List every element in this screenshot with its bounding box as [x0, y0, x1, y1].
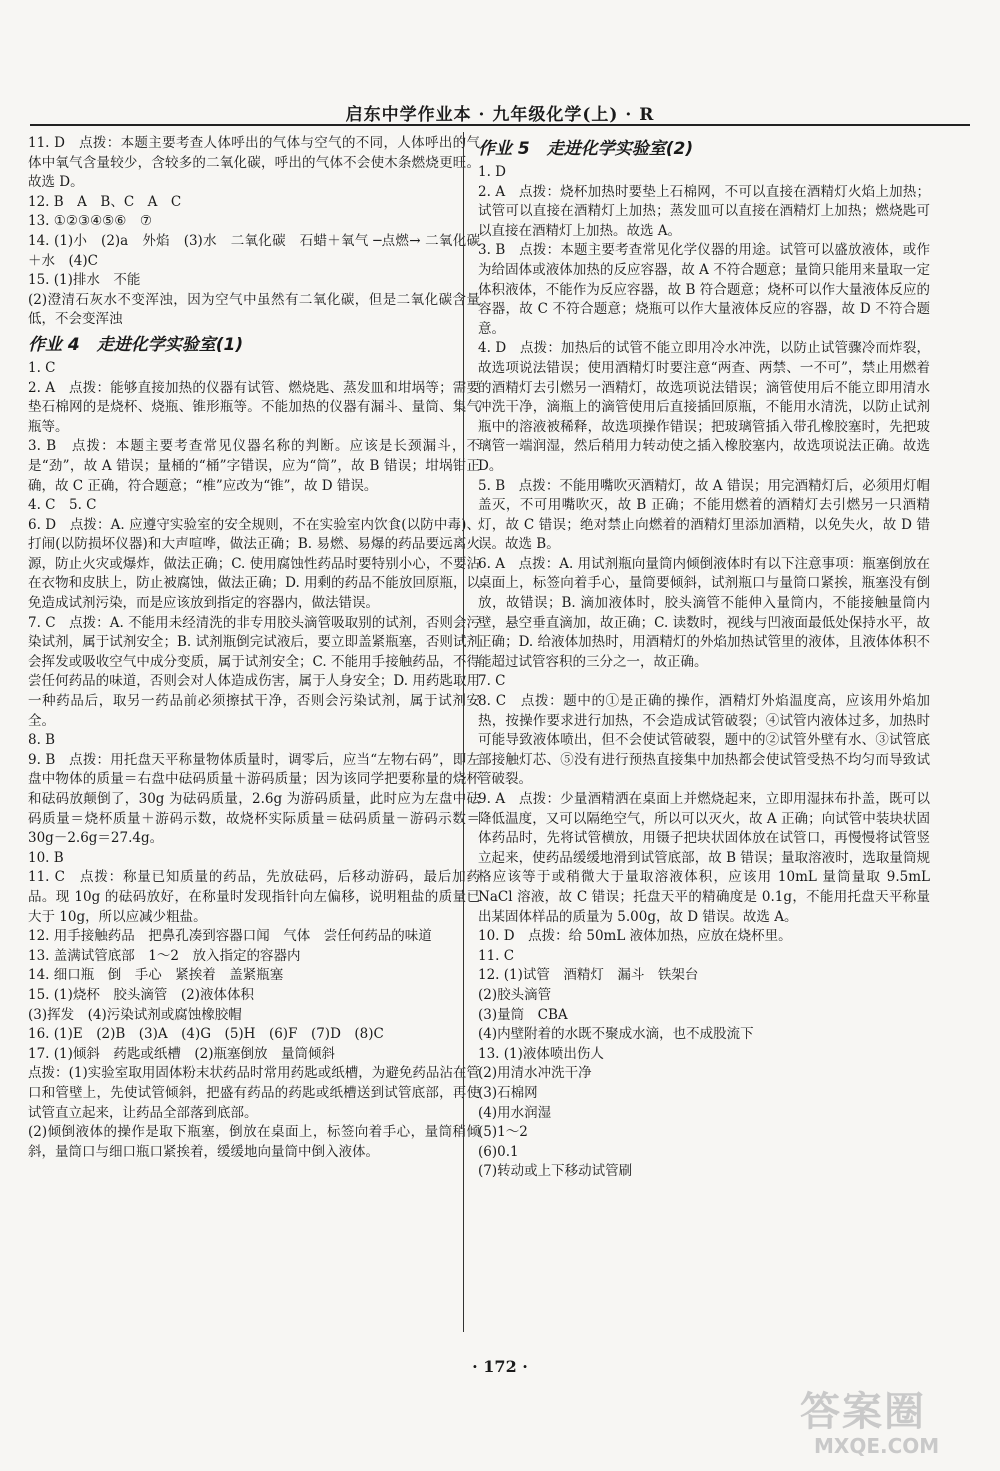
- answer-item: 6. A 点拨：A. 用试剂瓶向量筒内倾倒液体时有以下注意事项：瓶塞倒放在桌面上，标签向着手心，量筒要倾斜，试剂瓶口与量筒口紧挨，瓶塞没有倒放，故错误；B. 滴加液体时，胶头滴管不能伸入量筒内，不能接触量筒内壁，悬空垂直滴加，故正确；C. 读数时，视线与凹液面最低处保持水平，故正确；D. 给液体加热时，用酒精灯的外焰加热试管里的液体，且液体体积不能超过试管容积的三分之一，故正确。: [478, 555, 930, 670]
- answer-item: 3. B 点拨：本题主要考查常见化学仪器的用途。试管可以盛放液体，或作为给固体或液体加热的反应容器，故 A 不符合题意；量筒只能用来量取一定体积液体，不能作为反应容器，故 B 符合题意；烧杯可以作大量液体反应的容器，故 C 不符合题意；烧瓶可以作大量液体反应的容器，故 D 不符合题意。: [478, 242, 930, 337]
- answer-item: 10. D 点拨：给 50mL 液体加热，应放在烧杯里。: [478, 928, 792, 945]
- answer-item: 13. ①②③④⑤⑥ ⑦: [28, 213, 152, 230]
- answer-item: 2. A 点拨：烧杯加热时要垫上石棉网，不可以直接在酒精灯火焰上加热；试管可以直接在酒精灯上加热；蒸发皿可以直接在酒精灯上加热；燃烧匙可以直接在酒精灯上加热。故选 A。: [478, 183, 930, 239]
- page-number: · 172 ·: [472, 1357, 528, 1376]
- answer-item: 4. C 5. C: [28, 497, 97, 514]
- watermark-text: 答案圈: [800, 1389, 926, 1435]
- answer-item: 11. D 点拨：本题主要考查人体呼出的气体与空气的不同，人体呼出的气体中氧气含量较少，含较多的二氧化碳，呼出的气体不会使木条燃烧更旺。故选 D。: [28, 135, 480, 191]
- section-heading: 作业 5 走进化学实验室(2): [478, 139, 694, 159]
- answer-item: 17. (1)倾斜 药匙或纸槽 (2)瓶塞倒放 量筒倾斜: [28, 1045, 336, 1062]
- answer-item: 16. (1)E (2)B (3)A (4)G (5)H (6)F (7)D (8)C: [28, 1026, 384, 1043]
- answer-item: (7)转动或上下移动试管刷: [478, 1163, 633, 1180]
- answer-item: 13. (1)液体喷出伤人: [478, 1045, 604, 1062]
- answer-item: (4)内壁附着的水既不聚成水滴，也不成股流下: [478, 1026, 754, 1043]
- answer-item: 4. D 点拨：加热后的试管不能立即用冷水冲洗，以防止试管骤冷而炸裂，故选项说法错误；使用酒精灯时要注意“两查、两禁、一不可”，禁止用燃着的酒精灯去引燃另一酒精灯，故选项说法错误；滴管使用后不能立即用清水冲洗干净，滴瓶上的滴管使用后直接插回原瓶，不能用水清洗，以防止试剂瓶中的溶液被稀释，故选项操作错误；把玻璃管插入带孔橡胶塞时，先把玻璃管一端润湿，然后稍用力转动使之插入橡胶塞内，故选项说法正确。故选 D。: [478, 340, 930, 474]
- page-header-title: 启东中学作业本 · 九年级化学(上) · R: [345, 105, 655, 125]
- answer-item: 13. 盖满试管底部 1～2 放入指定的容器内: [28, 947, 301, 964]
- answer-item: 7. C 点拨：A. 不能用未经清洗的非专用胶头滴管吸取别的试剂，否则会污染试剂，属于试剂安全；B. 试剂瓶倒完试液后，要立即盖紧瓶塞，否则试剂会挥发或吸收空气中成分变质，属于试剂安全；C. 不能用手接触药品，不得尝任何药品的味道，否则会对人体造成伤害，属于人身安全；D. 用药匙取用一种药品后，取另一药品前必须擦拭干净，否则会污染试剂，属于试剂安全。: [28, 614, 480, 729]
- answer-item: (2)胶头滴管: [478, 986, 552, 1003]
- answer-item: 12. B A B、C A C: [28, 193, 182, 210]
- answer-item: 7. C: [478, 673, 506, 690]
- answer-item: 1. D: [478, 164, 506, 180]
- answer-item: 9. B 点拨：用托盘天平称量物体质量时，调零后，应当“左物右码”，即左盘中物体的质量＝右盘中砝码质量＋游码质量；因为该同学把要称量的烧杯和砝码放颠倒了，30g 为砝码质量，2.6g 为游码质量，此时应为左盘中砝码质量＝烧杯质量＋游码示数，故烧杯实际质量＝砝码质量－游码示数＝30g－2.6g＝27.4g。: [28, 751, 480, 847]
- answer-item: 9. A 点拨：少量酒精洒在桌面上并燃烧起来，立即用湿抹布扑盖，既可以降低温度，又可以隔绝空气，所以可以灭火，故 A 正确；向试管中装块状固体药品时，先将试管横放，用镊子把块状固体放在试管口，再慢慢将试管竖立起来，使药品缓缓地滑到试管底部，故 B 错误；量取溶液时，选取量筒规格应该等于或稍微大于量取溶液体积，应该用 10mL 量筒量取 9.5mL NaCl 溶液，故 C 错误；托盘天平的精确度是 0.1g，不能用托盘天平称量出某固体样品的质量为 5.00g，故 D 错误。故选 A。: [478, 791, 930, 925]
- answer-item: (6)0.1: [478, 1143, 519, 1160]
- answer-item: (2)澄清石灰水不变浑浊，因为空气中虽然有二氧化碳，但是二氧化碳含量低，不会变浑浊: [28, 291, 480, 328]
- answer-item: 8. C 点拨：题中的①是正确的操作，酒精灯外焰温度高，应该用外焰加热，按操作要求进行加热，不会造成试管破裂；④试管内液体过多，加热时可能导致液体喷出，但不会使试管破裂，题中的②试管外壁有水、③试管底部接触灯芯、⑤没有进行预热直接集中加热都会使试管受热不均匀而导致试管破裂。: [478, 693, 930, 788]
- answer-item: (2)用清水冲洗干净: [478, 1065, 592, 1082]
- answer-item: (5)1～2: [478, 1124, 528, 1141]
- watermark-logo: [800, 1390, 980, 1465]
- answer-item: 8. B: [28, 732, 56, 749]
- header-rule: [30, 124, 970, 126]
- column-divider: [463, 132, 464, 1332]
- answer-item: 11. C 点拨：称量已知质量的药品，先放砝码，后移动游码，最后加药品。现 10g 的砝码放好，在称量时发现指针向左偏移，说明粗盐的质量已大于 10g，所以应减少粗盐。: [28, 869, 480, 925]
- answer-item: 14. 细口瓶 倒 手心 紧挨着 盖紧瓶塞: [28, 967, 284, 984]
- answer-item: 12. (1)试管 酒精灯 漏斗 铁架台: [478, 967, 699, 984]
- answer-item: 点拨：(1)实验室取用固体粉末状药品时常用药匙或纸槽，为避免药品沾在管口和管壁上，先使试管倾斜，把盛有药品的药匙或纸槽送到试管底部，再使试管直立起来，让药品全部落到底部。: [28, 1065, 480, 1121]
- answer-item: 3. B 点拨：本题主要考查常见仪器名称的判断。应该是长颈漏斗，不是“劲”，故 A 错误；量桶的“桶”字错误，应为“筒”，故 B 错误；坩埚钳正确，故 C 正确，符合题意；“椎”应改为“锥”，故 D 错误。: [28, 438, 480, 494]
- answer-item: (3)石棉网: [478, 1084, 538, 1101]
- answer-item: 11. C: [478, 947, 515, 964]
- left-column: [28, 134, 480, 1162]
- answer-item: 12. 用手接触药品 把鼻孔凑到容器口闻 气体 尝任何药品的味道: [28, 928, 432, 945]
- answer-item: 2. A 点拨：能够直接加热的仪器有试管、燃烧匙、蒸发皿和坩埚等；需要垫石棉网的是烧杯、烧瓶、锥形瓶等。不能加热的仪器有漏斗、量筒、集气瓶等。: [28, 379, 480, 435]
- answer-item: 1. C: [28, 359, 56, 376]
- answer-item: (2)倾倒液体的操作是取下瓶塞，倒放在桌面上，标签向着手心，量筒稍倾斜，量筒口与细口瓶口紧挨着，缓缓地向量筒中倒入液体。: [28, 1124, 480, 1160]
- answer-item: 15. (1)排水 不能: [28, 272, 141, 289]
- answer-item: (3)挥发 (4)污染试剂或腐蚀橡胶帽: [28, 1006, 242, 1023]
- answer-item: 6. D 点拨：A. 应遵守实验室的安全规则，不在实验室内饮食(以防中毒)、打闹(以防损坏仪器)和大声喧哗，做法正确；B. 易燃、易爆的药品要远离火源，防止火灾或爆炸，做法正确；C. 使用腐蚀性药品时要特别小心，不要沾在衣物和皮肤上，防止被腐蚀，做法正确；D. 用剩的药品不能放回原瓶，以免造成试剂污染，而是应该放到指定的容器内，做法错误。: [28, 516, 480, 612]
- answer-item: (4)用水润湿: [478, 1104, 552, 1121]
- answer-item: 5. B 点拨：不能用嘴吹灭酒精灯，故 A 错误；用完酒精灯后，必须用灯帽盖灭，不可用嘴吹灭，故 B 正确；不能用燃着的酒精灯去引燃另一只酒精灯，故 C 错误；绝对禁止向燃着的酒精灯里添加酒精，以免失火，故 D 错误。故选 B。: [478, 477, 930, 553]
- watermark-url: MXQE.COM: [814, 1434, 940, 1458]
- answer-item: 10. B: [28, 849, 64, 866]
- answer-item: (3)量筒 CBA: [478, 1006, 568, 1023]
- right-column: [478, 134, 930, 1182]
- section-heading: 作业 4 走进化学实验室(1): [28, 334, 244, 355]
- answer-item: 15. (1)烧杯 胶头滴管 (2)液体体积: [28, 986, 255, 1003]
- answer-item: 14. (1)小 (2)a 外焰 (3)水 二氧化碳 石蜡＋氧气 ─点燃→ 二氧化碳＋水 (4)C: [28, 232, 480, 269]
